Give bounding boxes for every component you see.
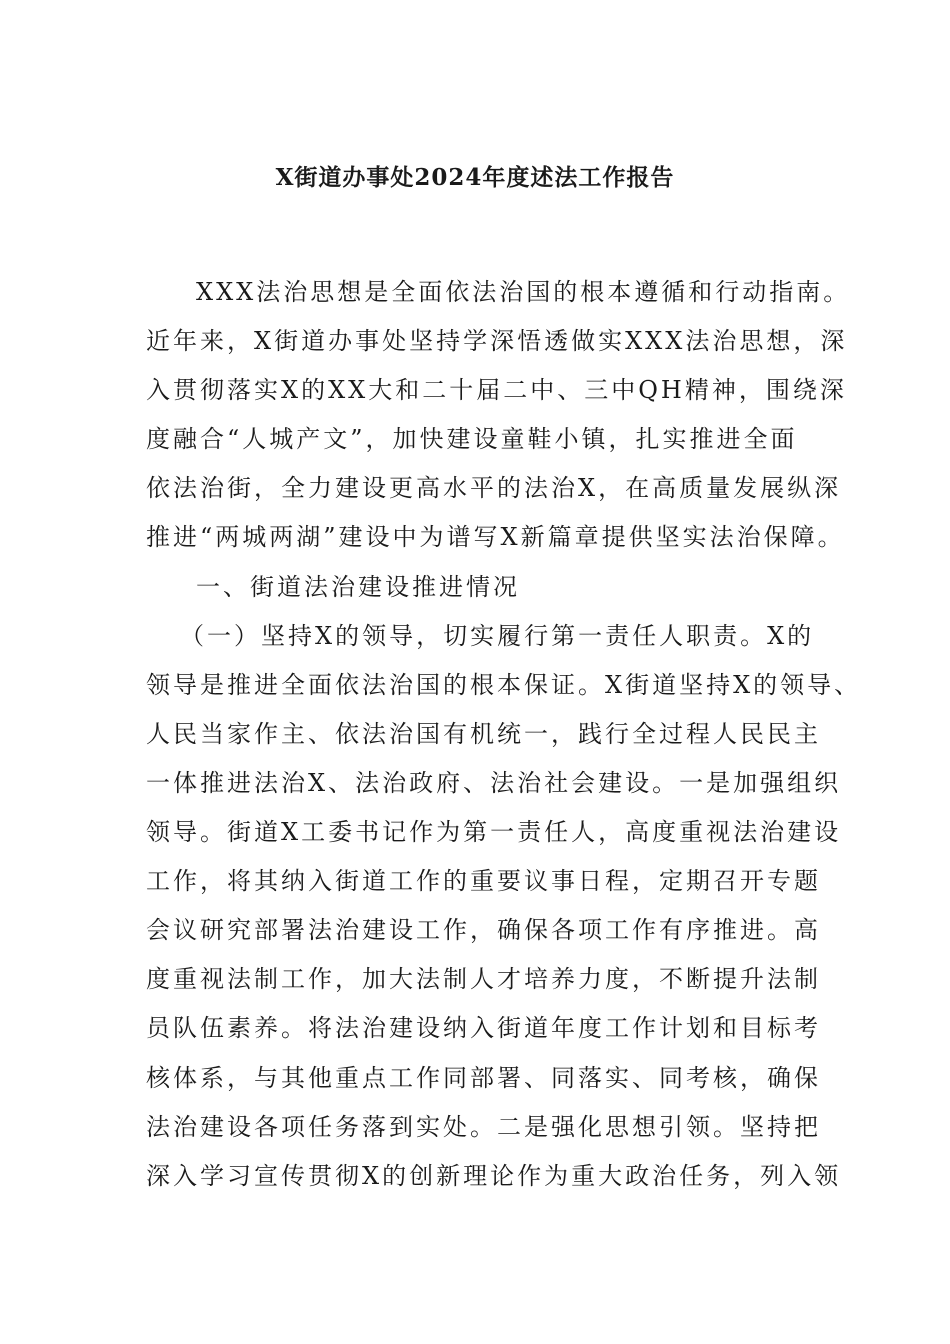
paragraph-line: 推进“两城两湖”建设中为谱写X新篇章提供坚实法治保障。	[146, 523, 845, 552]
paragraph-line: 核体系，与其他重点工作同部署、同落实、同考核，确保	[146, 1063, 821, 1092]
paragraph-line: 领导。街道X工委书记作为第一责任人，高度重视法治建设	[146, 818, 842, 847]
subsection-heading-line: （一）坚持X的领导，切实履行第一责任人职责。X的	[180, 621, 815, 650]
paragraph-line: 人民当家作主、依法治国有机统一，践行全过程人民民主	[146, 719, 821, 748]
paragraph-line: 会议研究部署法治建设工作，确保各项工作有序推进。高	[146, 916, 821, 945]
paragraph-line: 依法治街，全力建设更高水平的法治X，在高质量发展纵深	[146, 474, 842, 503]
paragraph-line: 近年来，X街道办事处坚持学深悟透做实XXX法治思想，深	[146, 327, 848, 356]
paragraph-line: 员队伍素养。将法治建设纳入街道年度工作计划和目标考	[146, 1014, 821, 1043]
paragraph-line: 深入学习宣传贯彻X的创新理论作为重大政治任务，列入领	[146, 1161, 842, 1190]
paragraph-line: 入贯彻落实X的XX大和二十届二中、三中QH精神，围绕深	[146, 376, 847, 405]
paragraph-line: XXX法治思想是全面依法治国的根本遵循和行动指南。	[196, 278, 851, 306]
paragraph-line: 法治建设各项任务落到实处。二是强化思想引领。坚持把	[146, 1112, 821, 1141]
paragraph-line: 工作，将其纳入街道工作的重要议事日程，定期召开专题	[146, 867, 821, 896]
document-title: X街道办事处2024年度述法工作报告	[275, 164, 675, 191]
paragraph-line: 度融合“人城产文”，加快建设童鞋小镇，扎实推进全面	[146, 425, 798, 454]
section-heading: 一、街道法治建设推进情况	[196, 572, 520, 601]
paragraph-line: 领导是推进全面依法治国的根本保证。X街道坚持X的领导、	[146, 670, 862, 699]
document-body	[146, 268, 862, 1201]
paragraph-line: 一体推进法治X、法治政府、法治社会建设。一是加强组织	[146, 768, 842, 797]
paragraph-line: 度重视法制工作，加大法制人才培养力度，不断提升法制	[146, 965, 821, 994]
